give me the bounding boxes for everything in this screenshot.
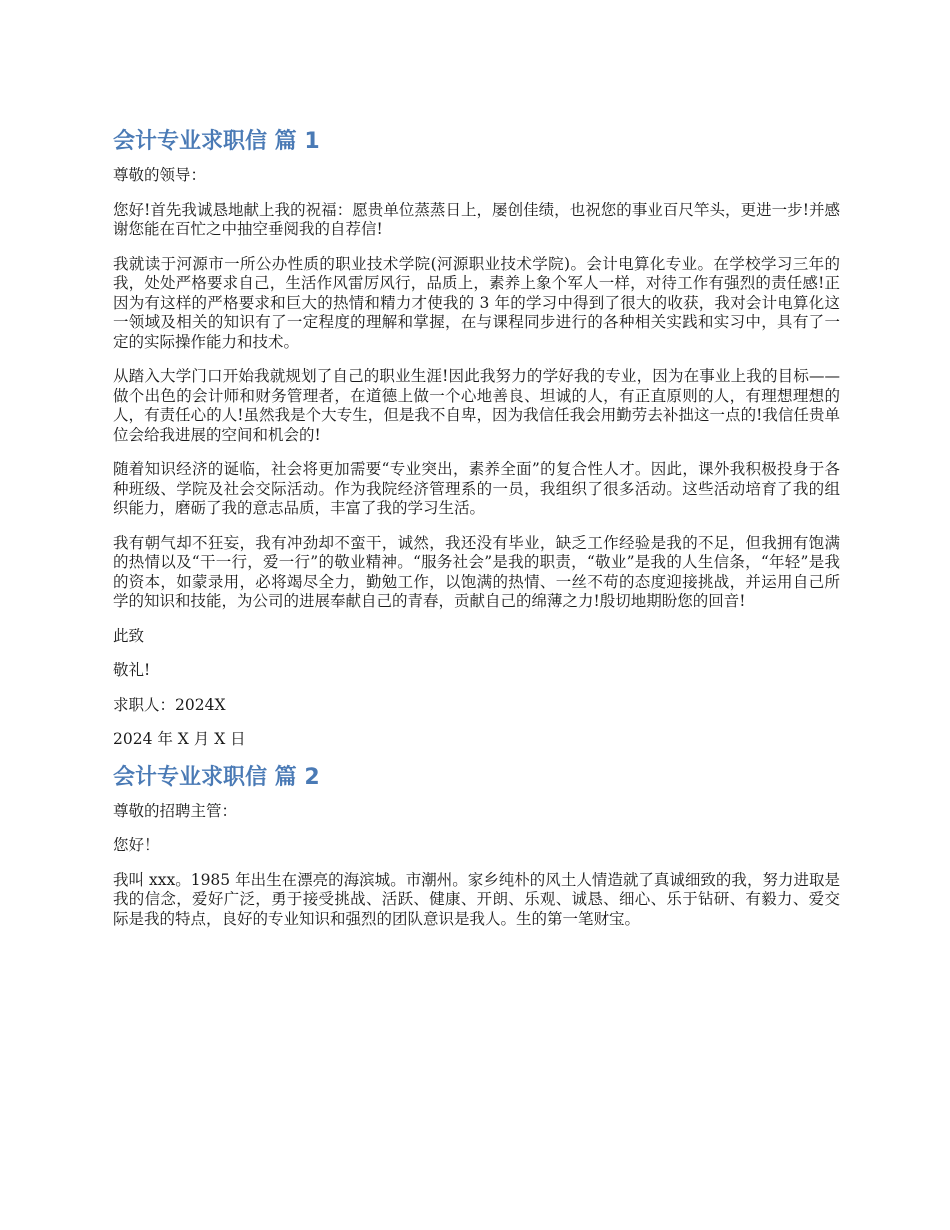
closing-line: 敬礼! (113, 661, 151, 679)
section-heading: 会计专业求职信 篇 2 (113, 764, 320, 790)
body-paragraph: 随着知识经济的诞临，社会将更加需要“专业突出，素养全面”的复合性人才。因此，课外我积极投身于各种班级、学院及社会交际活动。作为我院经济管理系的一员，我组织了很多活动。这些活动培育了我的组织能力，磨砺了我的意志品质，丰富了我的学习生活。 (113, 460, 840, 517)
section-heading: 会计专业求职信 篇 1 (113, 129, 320, 154)
date-line: 2024 年 X 月 X 日 (113, 730, 246, 748)
letter-section-1 (113, 126, 840, 750)
body-paragraph: 我就读于河源市一所公办性质的职业技术学院(河源职业技术学院)。会计电算化专业。在学校学习三年的我，处处严格要求自己，生活作风雷厉风行，品质上，素养上象个军人一样，对待工作有强烈的责任感!正因为有这样的严格要求和巨大的热情和精力才使我的 3 年的学习中得到了很大的收获，我对会计电算化这一领域及相关的知识有了一定程度的理解和掌握，在与课程同步进行的各种相关实践和实习中，具有了一定的实际操作能力和技术。 (113, 254, 840, 351)
body-paragraph: 您好!首先我诚恳地献上我的祝福：愿贵单位蒸蒸日上，屡创佳绩，也祝您的事业百尺竿头，更进一步!并感谢您能在百忙之中抽空垂阅我的自荐信! (113, 200, 840, 238)
body-paragraph: 我有朝气却不狂妄，我有冲劲却不蛮干，诚然，我还没有毕业，缺乏工作经验是我的不足，但我拥有饱满的热情以及“干一行，爱一行”的敬业精神。“服务社会”是我的职责，“敬业”是我的人生信条，“年轻”是我的资本，如蒙录用，必将竭尽全力，勤勉工作，以饱满的热情、一丝不苟的态度迎接挑战，并运用自己所学的知识和技能，为公司的进展奉献自己的青春，贡献自己的绵薄之力!殷切地期盼您的回音! (113, 533, 840, 610)
greeting: 您好！ (113, 836, 160, 854)
salutation: 尊敬的招聘主管： (113, 801, 238, 820)
closing-line: 此致 (113, 626, 145, 645)
signature-line: 求职人：2024X (113, 695, 226, 714)
document-page (113, 126, 840, 944)
body-paragraph: 从踏入大学门口开始我就规划了自己的职业生涯!因此我努力的学好我的专业，因为在事业上我的目标——做个出色的会计师和财务管理者，在道德上做一个心地善良、坦诚的人，有正直原则的人，有理想理想的人，有责任心的人!虽然我是个大专生，但是我不自卑，因为我信任我会用勤劳去补拙这一点的!我信任贵单位会给我进展的空间和机会的! (113, 367, 840, 444)
body-paragraph: 我叫 xxx。1985 年出生在漂亮的海滨城。市潮州。家乡纯朴的风土人情造就了真诚细致的我，努力进取是我的信念，爱好广泛，勇于接受挑战、活跃、健康、开朗、乐观、诚恳、细心、乐于钻研、有毅力、爱交际是我的特点，良好的专业知识和强烈的团队意识是我人。生的第一笔财宝。 (113, 870, 840, 928)
salutation: 尊敬的领导： (113, 166, 207, 184)
letter-section-2 (113, 762, 840, 930)
